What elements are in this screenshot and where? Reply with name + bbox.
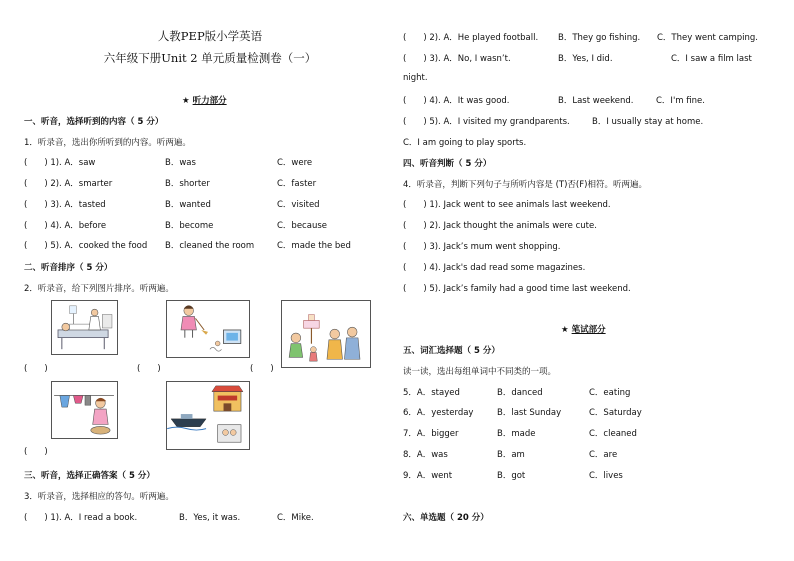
vocab-option-c: C．lives xyxy=(589,471,623,481)
question-text: ( ) 4). A．before xyxy=(24,221,107,231)
section4-heading: 四、听音判断（ 5 分） xyxy=(403,159,492,169)
writing-section-badge xyxy=(561,323,606,335)
picture-laundry xyxy=(51,381,118,439)
option-b: B．Yes, it was. xyxy=(179,513,241,523)
question-text: ( ) 1). A．I read a book. xyxy=(24,513,138,523)
vocab-option-a: 6．A．yesterday xyxy=(403,408,474,418)
order-paren-2: ( ) xyxy=(137,364,161,374)
picture-hospital xyxy=(51,300,118,355)
question-text: ( ) 3). A．No, I wasn’t. xyxy=(403,54,511,64)
option-c: C．Mike. xyxy=(277,513,314,523)
option-c: C．I'm fine. xyxy=(656,96,705,106)
section5-instruction: 读一读，选出每组单词中不同类的一项。 xyxy=(403,367,557,377)
question-text: ( ) 3). A．tasted xyxy=(24,200,106,210)
vocab-option-c: C．eating xyxy=(589,388,631,398)
page-title-line1: 人教PEP版小学英语 xyxy=(157,29,263,43)
option-b: B．cleaned the room xyxy=(165,241,255,251)
option-b: B．was xyxy=(165,158,196,168)
page-title-line2: 六年级下册Unit 2 单元质量检测卷（一） xyxy=(103,51,317,65)
option-c: C．faster xyxy=(277,179,317,189)
order-paren-4: ( ) xyxy=(24,447,48,457)
option-b: B．shorter xyxy=(165,179,210,189)
section2-instruction: 2．听录音，给下列图片排序。听两遍。 xyxy=(24,284,174,294)
vocab-option-a: 8．A．was xyxy=(403,450,448,460)
question-text: ( ) 5). A．I visited my grandparents. xyxy=(403,117,570,127)
option-c: C．They went camping. xyxy=(657,33,758,43)
picture-cinema-boat xyxy=(166,381,250,450)
option-c: C．I saw a film last xyxy=(671,54,752,64)
listening-section-label: 听力部分 xyxy=(192,96,227,106)
vocab-option-a: 5．A．stayed xyxy=(403,388,460,398)
order-paren-3: ( ) xyxy=(250,364,274,374)
section3-instruction: 3．听录音，选择相应的答句。听两遍。 xyxy=(24,492,174,502)
writing-section-label: 笔试部分 xyxy=(571,325,606,335)
section1-instruction: 1．听录音，选出你所听到的内容。听两遍。 xyxy=(24,138,191,148)
vocab-option-c: C．Saturday xyxy=(589,408,642,418)
option-b: B．Last weekend. xyxy=(558,96,634,106)
order-paren-1: ( ) xyxy=(24,364,48,374)
option-c: C．visited xyxy=(277,200,320,210)
judge-item: ( ) 1). Jack went to see animals last weekend. xyxy=(403,200,611,210)
vocab-option-c: C．cleaned xyxy=(589,429,637,439)
section1-heading: 一、听音，选择听到的内容（ 5 分） xyxy=(24,117,164,127)
option-b: B．Yes, I did. xyxy=(558,54,613,64)
question-text: ( ) 5). A．cooked the food xyxy=(24,241,148,251)
section4-instruction: 4．听录音，判断下列句子与所听内容是 (T)否(F)相符。听两遍。 xyxy=(403,180,647,190)
vocab-option-b: B．got xyxy=(497,471,526,481)
section2-heading: 二、听音排序（ 5 分） xyxy=(24,263,113,273)
vocab-option-a: 9．A．went xyxy=(403,471,453,481)
section6-heading: 六、单选题（ 20 分） xyxy=(403,513,489,523)
option-b: B．They go fishing. xyxy=(558,33,641,43)
vocab-option-b: B．made xyxy=(497,429,536,439)
question-text: ( ) 1). A．saw xyxy=(24,158,96,168)
judge-item: ( ) 4). Jack's dad read some magazines. xyxy=(403,263,586,273)
judge-item: ( ) 5). Jack’s family had a good time last weekend. xyxy=(403,284,631,294)
vocab-option-b: B．am xyxy=(497,450,525,460)
vocab-option-b: B．danced xyxy=(497,388,543,398)
star-icon: ★ xyxy=(561,325,569,335)
option-b: B．wanted xyxy=(165,200,211,210)
vocab-option-c: C．are xyxy=(589,450,618,460)
question-text: ( ) 2). A．smarter xyxy=(24,179,113,189)
section3-heading: 三、听音，选择正确答案（ 5 分） xyxy=(24,471,155,481)
vocab-option-b: B．last Sunday xyxy=(497,408,562,418)
star-icon: ★ xyxy=(182,96,190,106)
option-c: C．made the bed xyxy=(277,241,351,251)
judge-item: ( ) 3). Jack’s mum went shopping. xyxy=(403,242,561,252)
option-b: B．become xyxy=(165,221,214,231)
listening-section-badge xyxy=(182,94,227,106)
picture-girl-cleaning xyxy=(166,300,250,358)
vocab-option-a: 7．A．bigger xyxy=(403,429,459,439)
section5-heading: 五、词汇选择题（ 5 分） xyxy=(403,346,500,356)
option-c: C．were xyxy=(277,158,313,168)
option-c: C．because xyxy=(277,221,327,231)
option-b: B．I usually stay at home. xyxy=(592,117,704,127)
question-text: ( ) 2). A．He played football. xyxy=(403,33,539,43)
option-c-wrap: night. xyxy=(403,73,428,83)
option-c: C．I am going to play sports. xyxy=(403,138,527,148)
question-text: ( ) 4). A．It was good. xyxy=(403,96,510,106)
picture-family-party xyxy=(281,300,371,368)
judge-item: ( ) 2). Jack thought the animals were cute. xyxy=(403,221,597,231)
